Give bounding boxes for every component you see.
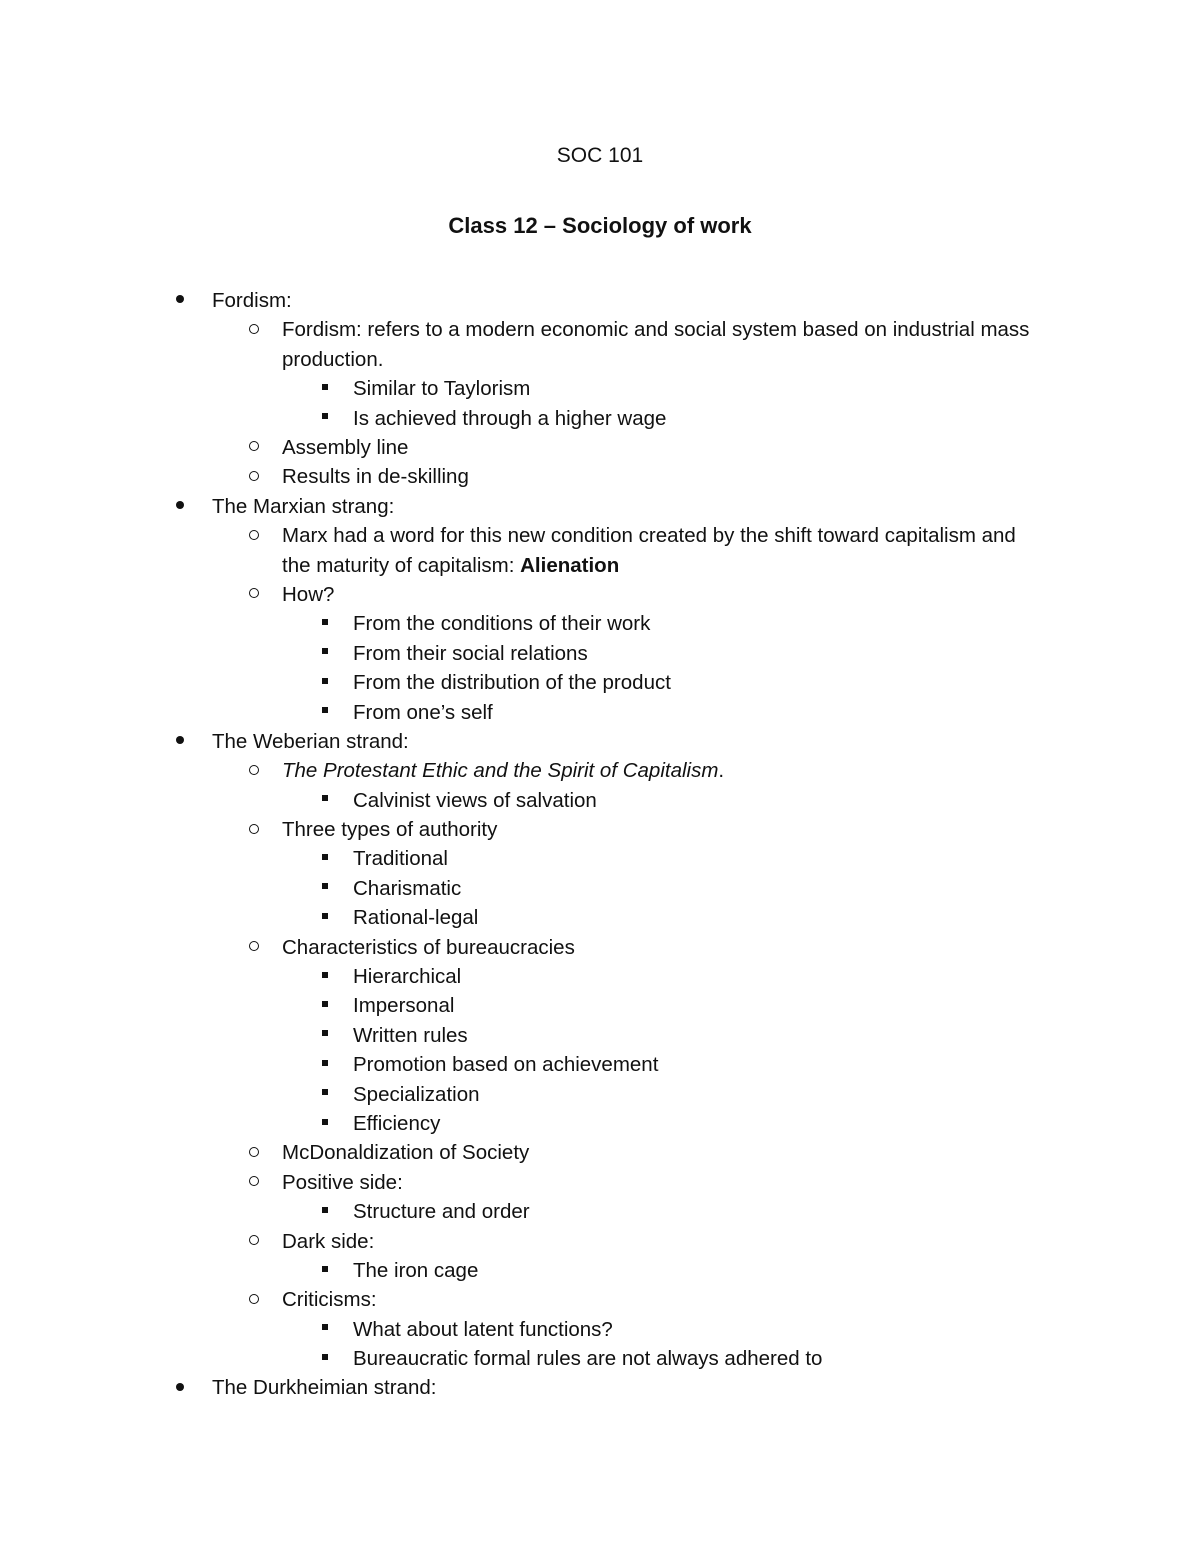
bullet-circle-icon bbox=[242, 815, 266, 844]
outline-point bbox=[0, 786, 1200, 815]
bullet-square-icon bbox=[313, 1344, 337, 1373]
bullet-square-icon bbox=[313, 1109, 337, 1138]
outline-point bbox=[0, 639, 1200, 668]
outline-subitem bbox=[0, 433, 1200, 462]
outline-point-text: Specialization bbox=[353, 1082, 480, 1106]
outline-point-text: From the distribution of the product bbox=[353, 671, 671, 695]
outline-subitem bbox=[0, 1168, 1200, 1197]
outline-point bbox=[0, 962, 1200, 991]
outline-point-text: Structure and order bbox=[353, 1200, 530, 1224]
bullet-square-icon bbox=[313, 1021, 337, 1050]
outline-subitem-text: Results in de-skilling bbox=[282, 465, 469, 489]
outline-subitem bbox=[0, 315, 1200, 374]
bullet-dot-icon bbox=[168, 727, 192, 756]
course-code: SOC 101 bbox=[556, 144, 644, 167]
outline-point bbox=[0, 1080, 1200, 1109]
outline-subitem bbox=[0, 462, 1200, 491]
outline-subitem-text: How? bbox=[282, 582, 335, 606]
outline-subitem-text: Dark side: bbox=[282, 1229, 375, 1253]
outline-point-text: What about latent functions? bbox=[353, 1317, 613, 1341]
outline-point-text: Calvinist views of salvation bbox=[353, 788, 597, 812]
outline-point-text: Impersonal bbox=[353, 994, 455, 1018]
outline-point bbox=[0, 1256, 1200, 1285]
outline-item-marxian bbox=[0, 492, 1200, 521]
outline-point-text: Traditional bbox=[353, 847, 448, 871]
bullet-square-icon bbox=[313, 1080, 337, 1109]
outline-point bbox=[0, 698, 1200, 727]
bullet-dot-icon bbox=[168, 1373, 192, 1402]
outline-item-label: The Marxian strang: bbox=[212, 494, 395, 518]
bullet-circle-icon bbox=[242, 521, 266, 550]
outline-subitem bbox=[0, 1285, 1200, 1314]
notes-outline bbox=[0, 286, 1200, 1403]
bullet-circle-icon bbox=[242, 580, 266, 609]
outline-point bbox=[0, 1109, 1200, 1138]
outline-point-text: Rational-legal bbox=[353, 906, 479, 930]
outline-point bbox=[0, 609, 1200, 638]
outline-subitem bbox=[0, 815, 1200, 844]
bullet-square-icon bbox=[313, 1050, 337, 1079]
outline-point bbox=[0, 1315, 1200, 1344]
outline-item-weberian bbox=[0, 727, 1200, 756]
outline-point-text: Written rules bbox=[353, 1023, 468, 1047]
bullet-dot-icon bbox=[168, 492, 192, 521]
bullet-square-icon bbox=[313, 639, 337, 668]
bullet-circle-icon bbox=[242, 933, 266, 962]
outline-point-text: The iron cage bbox=[353, 1258, 479, 1282]
key-term: Alienation bbox=[520, 553, 620, 577]
bullet-square-icon bbox=[313, 1315, 337, 1344]
outline-item-durkheimian bbox=[0, 1373, 1200, 1402]
outline-point-text: From the conditions of their work bbox=[353, 612, 651, 636]
bullet-square-icon bbox=[313, 609, 337, 638]
outline-item-label: The Durkheimian strand: bbox=[212, 1376, 437, 1400]
marxian-statement bbox=[282, 521, 1042, 580]
outline-point-text: Bureaucratic formal rules are not always adhered to bbox=[353, 1347, 823, 1371]
outline-subitem-text: Characteristics of bureaucracies bbox=[282, 935, 575, 959]
outline-subitem-text: Positive side: bbox=[282, 1170, 403, 1194]
bullet-square-icon bbox=[313, 698, 337, 727]
outline-subitem bbox=[0, 521, 1200, 580]
outline-point bbox=[0, 903, 1200, 932]
outline-subitem bbox=[0, 1227, 1200, 1256]
outline-point bbox=[0, 404, 1200, 433]
bullet-circle-icon bbox=[242, 1227, 266, 1256]
book-suffix: . bbox=[718, 759, 725, 783]
bullet-square-icon bbox=[313, 374, 337, 403]
outline-subitem bbox=[0, 756, 1200, 785]
bullet-dot-icon bbox=[168, 286, 192, 315]
outline-point bbox=[0, 1197, 1200, 1226]
bullet-square-icon bbox=[313, 874, 337, 903]
outline-subitem-text: Criticisms: bbox=[282, 1288, 377, 1312]
outline-subitem bbox=[0, 933, 1200, 962]
bullet-circle-icon bbox=[242, 756, 266, 785]
outline-point bbox=[0, 991, 1200, 1020]
outline-point bbox=[0, 844, 1200, 873]
bullet-square-icon bbox=[313, 1197, 337, 1226]
outline-point bbox=[0, 1021, 1200, 1050]
bullet-square-icon bbox=[313, 1256, 337, 1285]
bullet-circle-icon bbox=[242, 1138, 266, 1167]
bullet-square-icon bbox=[313, 404, 337, 433]
outline-point bbox=[0, 1344, 1200, 1373]
book-title: The Protestant Ethic and the Spirit of Capitalism bbox=[282, 759, 719, 783]
outline-point-text: From one’s self bbox=[353, 700, 493, 724]
bullet-square-icon bbox=[313, 844, 337, 873]
bullet-square-icon bbox=[313, 903, 337, 932]
outline-point-text: Promotion based on achievement bbox=[353, 1053, 659, 1077]
bullet-circle-icon bbox=[242, 1168, 266, 1197]
bullet-square-icon bbox=[313, 991, 337, 1020]
outline-point bbox=[0, 374, 1200, 403]
outline-subitem-text: McDonaldization of Society bbox=[282, 1141, 530, 1165]
outline-subitem bbox=[0, 1138, 1200, 1167]
outline-point bbox=[0, 1050, 1200, 1079]
bullet-circle-icon bbox=[242, 462, 266, 491]
outline-item-fordism bbox=[0, 286, 1200, 315]
fordism-definition: Fordism: refers to a modern economic and social system based on industrial mass production. bbox=[282, 318, 1030, 371]
outline-point-text: Efficiency bbox=[353, 1111, 441, 1135]
bullet-circle-icon bbox=[242, 433, 266, 462]
outline-item-label: The Weberian strand: bbox=[212, 729, 409, 753]
outline-point bbox=[0, 874, 1200, 903]
statement-text: Marx had a word for this new condition created by the shift toward capitalism and the maturity of capitalism: bbox=[282, 524, 1016, 577]
outline-subitem-text: Assembly line bbox=[282, 435, 409, 459]
outline-point-text: Similar to Taylorism bbox=[353, 377, 531, 401]
outline-point-text: Hierarchical bbox=[353, 965, 462, 989]
outline-point-text: Is achieved through a higher wage bbox=[353, 406, 667, 430]
outline-subitem bbox=[0, 580, 1200, 609]
document-title: Class 12 – Sociology of work bbox=[448, 213, 752, 238]
bullet-square-icon bbox=[313, 962, 337, 991]
outline-point-text: Charismatic bbox=[353, 876, 462, 900]
bullet-circle-icon bbox=[242, 1285, 266, 1314]
bullet-circle-icon bbox=[242, 315, 266, 344]
book-reference bbox=[282, 756, 1042, 785]
outline-item-label: Fordism: bbox=[212, 289, 292, 312]
bullet-square-icon bbox=[313, 668, 337, 697]
bullet-square-icon bbox=[313, 786, 337, 815]
outline-point bbox=[0, 668, 1200, 697]
outline-subitem-text: Three types of authority bbox=[282, 818, 498, 842]
outline-point-text: From their social relations bbox=[353, 641, 588, 665]
